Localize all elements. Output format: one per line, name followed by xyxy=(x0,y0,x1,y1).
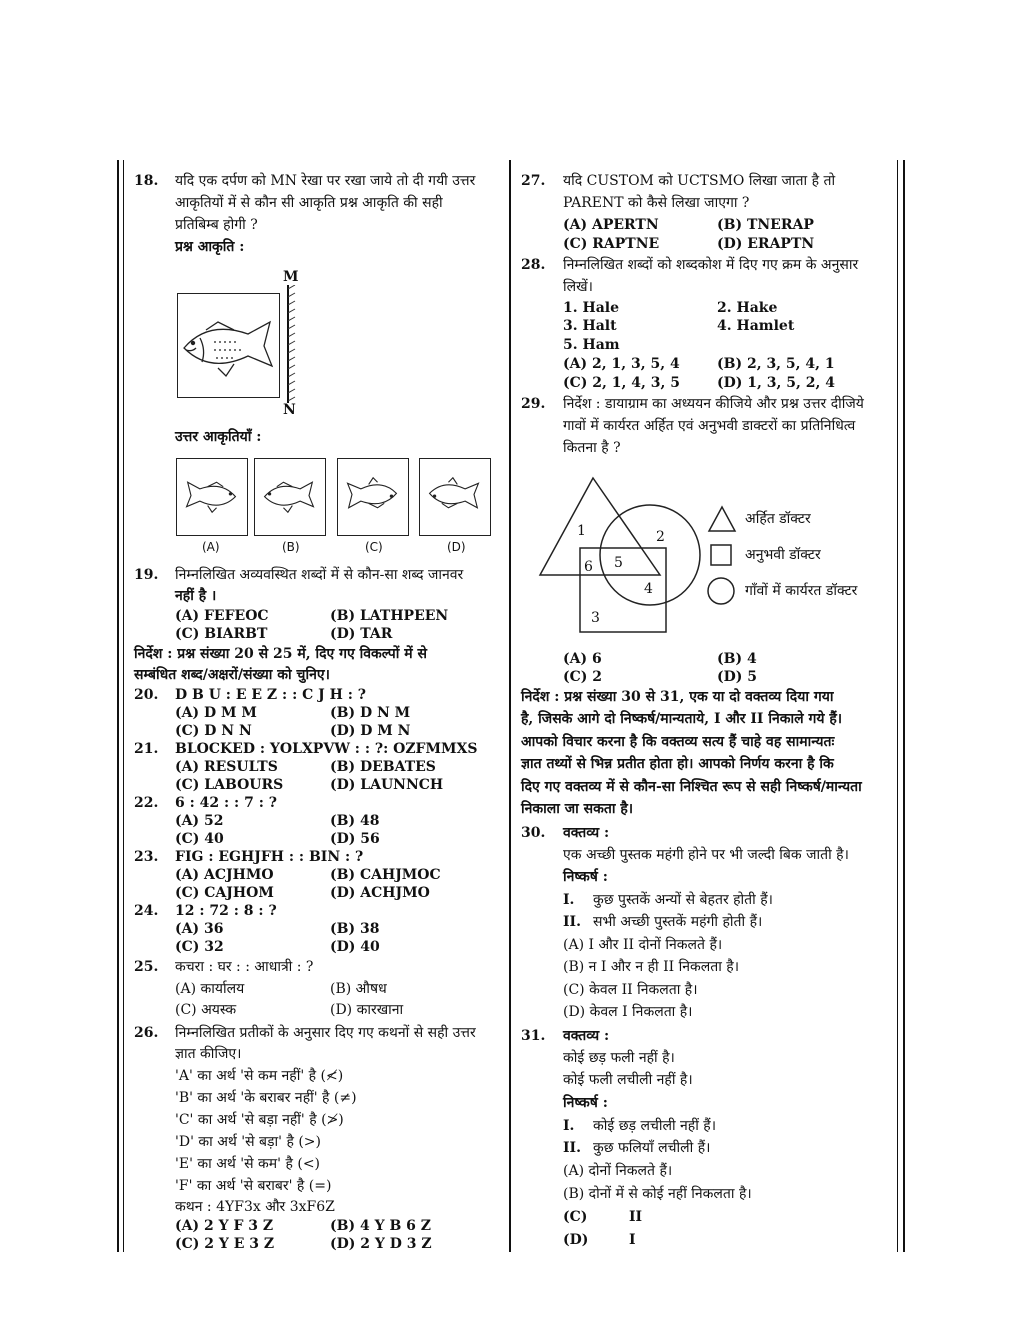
left-border-inner xyxy=(123,160,124,1252)
q27-number: 27. xyxy=(521,173,546,189)
q27-option-d: (D) ERAPTN xyxy=(717,236,815,252)
q28-word-4: 4. Hamlet xyxy=(717,318,795,334)
q22-option-d: (D) 56 xyxy=(330,831,380,847)
q27-option-a: (A) APERTN xyxy=(563,217,659,233)
q31-conclusion-2: कुछ फलियाँ लचीली हैं। xyxy=(593,1140,711,1156)
q31-option-c-label: (C) xyxy=(563,1209,588,1225)
right-border-outer xyxy=(903,160,905,1252)
answer-fish-d xyxy=(421,470,487,520)
directions-30-31-line2: है, जिसके आगे दो निष्कर्ष/मान्यताये, I और II निकाले गये हैं। xyxy=(521,711,843,727)
q26-option-a: (A) 2 Y F 3 Z xyxy=(175,1218,274,1234)
legend-square-icon xyxy=(709,543,733,567)
q23-option-d: (D) ACHJMO xyxy=(330,885,430,901)
q26-option-d: (D) 2 Y D 3 Z xyxy=(330,1236,432,1252)
q24-text: 12 : 72 : 8 : ? xyxy=(175,903,277,919)
q28-line1: निम्नलिखित शब्दों को शब्दकोश में दिए गए क्रम के अनुसार xyxy=(563,257,859,273)
q25-number: 25. xyxy=(134,959,159,975)
q21-text: BLOCKED : YOLXPVW : : ?: OZFMMXS xyxy=(175,741,478,757)
q22-option-a: (A) 52 xyxy=(175,813,224,829)
q31-statement-2: कोई फली लचीली नहीं है। xyxy=(563,1072,693,1088)
answer-fish-b xyxy=(256,470,322,520)
q29-option-c: (C) 2 xyxy=(563,669,603,685)
answer-fish-a xyxy=(178,470,244,520)
q29-option-b: (B) 4 xyxy=(717,651,757,667)
q29-line3: कितना है ? xyxy=(563,440,621,456)
q29-number: 29. xyxy=(521,396,546,412)
q21-option-d: (D) LAUNNCH xyxy=(330,777,444,793)
q26-option-b: (B) 4 Y B 6 Z xyxy=(330,1218,431,1234)
q19-number: 19. xyxy=(134,567,159,583)
q20-text: D B U : E E Z : : C J H : ? xyxy=(175,687,366,703)
q30-option-d: (D) केवल I निकलता है। xyxy=(563,1004,693,1020)
q30-conclusion-2: सभी अच्छी पुस्तकें महंगी होती हैं। xyxy=(593,914,763,930)
q29-option-d: (D) 5 xyxy=(717,669,758,685)
q30-conclusion-label: निष्कर्ष : xyxy=(563,869,608,885)
q29-option-a: (A) 6 xyxy=(563,651,602,667)
q29-line2: गावों में कार्यरत अर्हित एवं अनुभवी डाक्टरों का प्रतिनिधित्व xyxy=(563,418,856,434)
q26-def-b: 'B' का अर्थ 'के बराबर नहीं' है (≠) xyxy=(175,1090,357,1106)
q31-option-d-label: (D) xyxy=(563,1232,589,1248)
q19-option-b: (B) LATHPEEN xyxy=(330,608,449,624)
q26-def-c: 'C' का अर्थ 'से बड़ा नहीं' है (≯) xyxy=(175,1112,344,1128)
q25-option-c: (C) अयस्क xyxy=(175,1002,237,1018)
q22-number: 22. xyxy=(134,795,159,811)
q31-conclusion-2-number: II. xyxy=(563,1140,581,1156)
mirror-label-m: M xyxy=(283,269,299,285)
q20-option-d: (D) D M N xyxy=(330,723,411,739)
q22-option-b: (B) 48 xyxy=(330,813,380,829)
q20-option-a: (A) D M M xyxy=(175,705,257,721)
q23-text: FIG : EGHJFH : : BIN : ? xyxy=(175,849,364,865)
directions-30-31-line6: निकाला जा सकता है। xyxy=(521,801,634,817)
venn-region-6: 6 xyxy=(584,559,593,575)
q18-line1: यदि एक दर्पण को MN रेखा पर रखा जाये तो दी गयी उत्तर xyxy=(175,173,476,189)
q21-number: 21. xyxy=(134,741,159,757)
answer-caption-b: (B) xyxy=(282,540,300,554)
venn-region-2: 2 xyxy=(656,529,665,545)
q21-option-a: (A) RESULTS xyxy=(175,759,278,775)
q30-option-a: (A) I और II दोनों निकलते हैं। xyxy=(563,937,723,953)
q24-option-d: (D) 40 xyxy=(330,939,380,955)
q21-option-c: (C) LABOURS xyxy=(175,777,284,793)
q28-number: 28. xyxy=(521,257,546,273)
directions-30-31-line1: निर्देश : प्रश्न संख्या 30 से 31, एक या दो वक्तव्य दिया गया xyxy=(521,689,834,705)
q27-line1: यदि CUSTOM को UCTSMO लिखा जाता है तो xyxy=(563,173,836,189)
q27-line2: PARENT को कैसे लिखा जाएगा ? xyxy=(563,195,750,211)
answer-caption-c: (C) xyxy=(365,540,383,554)
q28-word-3: 3. Halt xyxy=(563,318,617,334)
q18-answer-label: उत्तर आकृतियाँ : xyxy=(175,429,262,445)
q23-option-c: (C) CAJHOM xyxy=(175,885,274,901)
legend-experienced: अनुभवी डॉक्टर xyxy=(745,547,821,563)
venn-region-4: 4 xyxy=(644,581,653,597)
q22-text: 6 : 42 : : 7 : ? xyxy=(175,795,277,811)
q26-def-e: 'E' का अर्थ 'से कम' है (<) xyxy=(175,1156,321,1172)
question-fish-figure xyxy=(178,300,278,390)
q18-line3: प्रतिबिम्ब होगी ? xyxy=(175,217,258,233)
q19-line2: नहीं है । xyxy=(175,588,217,604)
q20-option-b: (B) D N M xyxy=(330,705,411,721)
legend-qualified: अर्हित डॉक्टर xyxy=(745,511,811,527)
directions-30-31-line3: आपको विचार करना है कि वक्तव्य सत्य हैं चाहे वह सामान्यतः xyxy=(521,734,835,750)
q31-statement-label: वक्तव्य : xyxy=(563,1028,610,1044)
column-divider xyxy=(509,160,511,1252)
legend-circle-icon xyxy=(706,576,736,606)
q30-option-c: (C) केवल II निकलता है। xyxy=(563,982,698,998)
q20-number: 20. xyxy=(134,687,159,703)
directions-20-25-line1: निर्देश : प्रश्न संख्या 20 से 25 में, दिए गए विकल्पों में से xyxy=(134,646,427,662)
q29-line1: निर्देश : डायाग्राम का अध्ययन कीजिये और प्रश्न उत्तर दीजिये xyxy=(563,396,864,412)
q28-option-d: (D) 1, 3, 5, 2, 4 xyxy=(717,375,835,391)
q26-statement: कथन : 4YF3x और 3xF6Z xyxy=(175,1199,335,1215)
q28-word-1: 1. Hale xyxy=(563,300,620,316)
q23-option-a: (A) ACJHMO xyxy=(175,867,274,883)
q31-conclusion-1: कोई छड़ लचीली नहीं हैं। xyxy=(593,1118,717,1134)
q26-def-f: 'F' का अर्थ 'से बराबर' है (=) xyxy=(175,1178,332,1194)
q30-statement-label: वक्तव्य : xyxy=(563,825,610,841)
q28-option-a: (A) 2, 1, 3, 5, 4 xyxy=(563,356,680,372)
directions-20-25-line2: सम्बंधित शब्द/अक्षरों/संख्या को चुनिए। xyxy=(134,667,330,683)
left-border-outer xyxy=(117,160,119,1252)
q31-statement-1: कोई छड़ फली नहीं है। xyxy=(563,1050,675,1066)
q30-conclusion-1-number: I. xyxy=(563,892,575,908)
q26-option-c: (C) 2 Y E 3 Z xyxy=(175,1236,275,1252)
q24-option-c: (C) 32 xyxy=(175,939,224,955)
venn-region-5: 5 xyxy=(614,555,623,571)
q27-option-c: (C) RAPTNE xyxy=(563,236,660,252)
q30-conclusion-1: कुछ पुस्तकें अन्यों से बेहतर होती हैं। xyxy=(593,892,773,908)
q30-number: 30. xyxy=(521,825,546,841)
directions-30-31-line5: दिए गए वक्तव्य में से कौन-सा निश्चित रूप से सही निष्कर्ष/मान्यता xyxy=(521,779,862,795)
q18-number: 18. xyxy=(134,173,159,189)
q31-conclusion-label: निष्कर्ष : xyxy=(563,1095,608,1111)
legend-village: गाँवों में कार्यरत डॉक्टर xyxy=(745,583,858,599)
q23-option-b: (B) CAHJMOC xyxy=(330,867,441,883)
q26-line2: ज्ञात कीजिए। xyxy=(175,1046,242,1062)
q25-option-a: (A) कार्यालय xyxy=(175,981,245,997)
q27-option-b: (B) TNERAP xyxy=(717,217,814,233)
q19-option-c: (C) BIARBT xyxy=(175,626,268,642)
q30-option-b: (B) न I और न ही II निकलता है। xyxy=(563,959,740,975)
venn-region-3: 3 xyxy=(591,610,600,626)
mirror-label-n: N xyxy=(283,402,296,418)
answer-caption-d: (D) xyxy=(447,540,466,554)
q31-number: 31. xyxy=(521,1028,546,1044)
q19-line1: निम्नलिखित अव्यवस्थित शब्दों में से कौन-सा शब्द जानवर xyxy=(175,567,464,583)
q24-number: 24. xyxy=(134,903,159,919)
q28-word-5: 5. Ham xyxy=(563,337,620,353)
q28-option-c: (C) 2, 1, 4, 3, 5 xyxy=(563,375,680,391)
q28-word-2: 2. Hake xyxy=(717,300,778,316)
q20-option-c: (C) D N N xyxy=(175,723,252,739)
q19-option-a: (A) FEFEOC xyxy=(175,608,269,624)
q26-number: 26. xyxy=(134,1025,159,1041)
q24-option-b: (B) 38 xyxy=(330,921,380,937)
legend-triangle-icon xyxy=(707,505,737,533)
q28-line2: लिखें। xyxy=(563,279,593,295)
q22-option-c: (C) 40 xyxy=(175,831,224,847)
q23-number: 23. xyxy=(134,849,159,865)
q24-option-a: (A) 36 xyxy=(175,921,224,937)
q25-option-b: (B) औषध xyxy=(330,981,387,997)
q18-question-label: प्रश्न आकृति : xyxy=(175,239,245,255)
q26-def-d: 'D' का अर्थ 'से बड़ा' है (>) xyxy=(175,1134,322,1150)
venn-region-1: 1 xyxy=(577,523,586,539)
mirror-hatch xyxy=(288,285,296,403)
q28-option-b: (B) 2, 3, 5, 4, 1 xyxy=(717,356,835,372)
q25-option-d: (D) कारखाना xyxy=(330,1002,404,1018)
right-border-inner xyxy=(897,160,898,1252)
answer-caption-a: (A) xyxy=(202,540,220,554)
q30-statement: एक अच्छी पुस्तक महंगी होने पर भी जल्दी बिक जाती है। xyxy=(563,847,849,863)
q31-option-c-value: II xyxy=(629,1209,643,1225)
q25-text: कचरा : घर : : आधात्री : ? xyxy=(175,959,314,975)
q31-conclusion-1-number: I. xyxy=(563,1118,575,1134)
q31-option-a: (A) दोनों निकलते हैं। xyxy=(563,1163,673,1179)
q31-option-d-value: I xyxy=(629,1232,636,1248)
q18-line2: आकृतियों में से कौन सी आकृति प्रश्न आकृति की सही xyxy=(175,195,443,211)
q19-option-d: (D) TAR xyxy=(330,626,393,642)
directions-30-31-line4: ज्ञात तथ्यों से भिन्न प्रतीत होता हो। आपको निर्णय करना है कि xyxy=(521,756,834,772)
q26-line1: निम्नलिखित प्रतीकों के अनुसार दिए गए कथनों से सही उत्तर xyxy=(175,1025,476,1041)
q30-conclusion-2-number: II. xyxy=(563,914,581,930)
answer-fish-c xyxy=(339,470,405,520)
q26-def-a: 'A' का अर्थ 'से कम नहीं' है (≮) xyxy=(175,1068,344,1084)
q21-option-b: (B) DEBATES xyxy=(330,759,436,775)
q31-option-b: (B) दोनों में से कोई नहीं निकलता है। xyxy=(563,1186,752,1202)
